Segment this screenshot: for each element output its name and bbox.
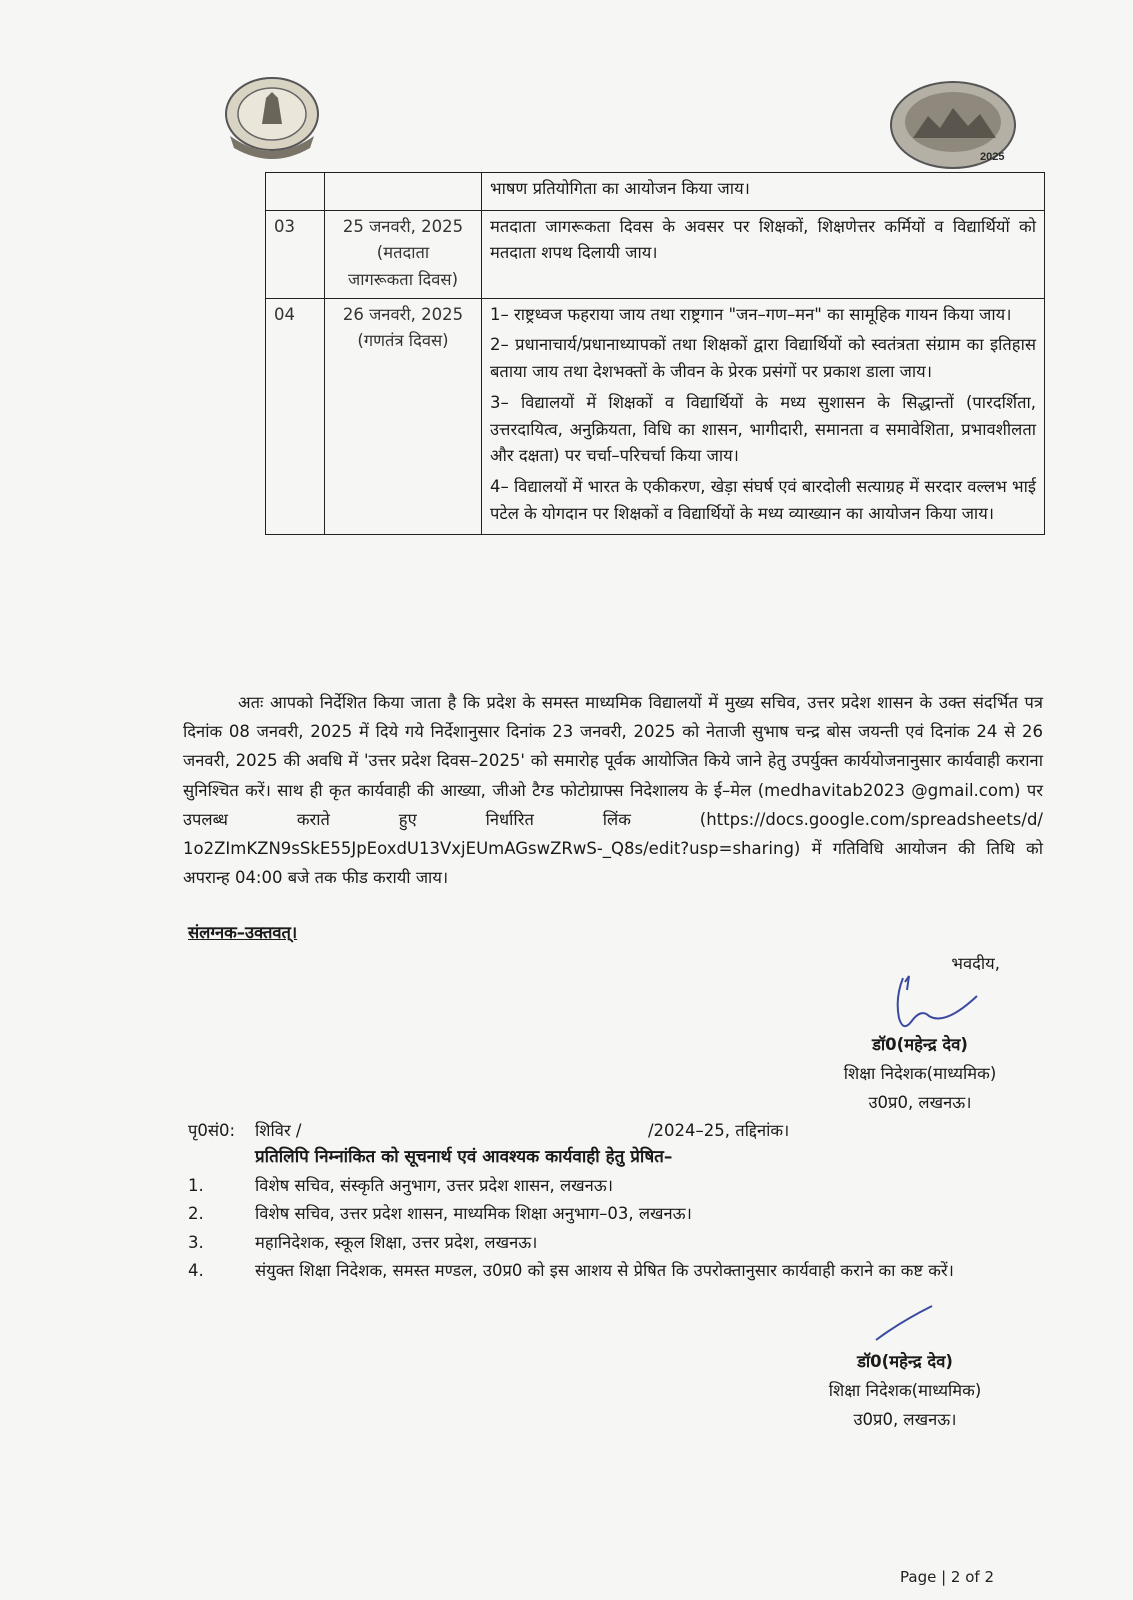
item-number: 1. [188, 1176, 204, 1195]
logo-year: 2025 [980, 151, 1005, 163]
signatory-location: उ0प्र0, लखनऊ। [853, 1409, 957, 1429]
ref-prefix: पृ0सं0: [188, 1121, 236, 1140]
page-number: Page | 2 of 2 [900, 1568, 994, 1586]
item-number: 3. [188, 1232, 204, 1252]
activity-point-2: 2– प्रधानाचार्य/प्रधानाध्यापकों तथा शिक्षकों द्वारा विद्यार्थियों को स्वतंत्रता संग्राम का इतिहास बताया जाय तथा देशभक्तों के जीवन के प्रेरक प्रसंगों पर प्रकाश डाला जाय। [490, 335, 1036, 382]
signature-block [810, 1348, 1000, 1435]
signatory-name: डॉ0(महेन्द्र देव) [857, 1352, 953, 1371]
ref-suffix: /2024–25, तद्दिनांक। [648, 1121, 790, 1140]
item-text: विशेष सचिव, संस्कृति अनुभाग, उत्तर प्रदेश शासन, लखनऊ। [255, 1176, 613, 1195]
uttar-pradesh-diwas-2025-logo [888, 80, 1018, 170]
date-text: 25 जनवरी, 2025 [342, 216, 464, 236]
date-cell [325, 210, 482, 298]
activity-point-4: 4– विद्यालयों में भारत के एकीकरण, खेड़ा संघर्ष एवं बारदोली सत्याग्रह में सरदार वल्लभ भाई पटेल के योगदान पर शिक्षकों व विद्यार्थियों के मध्य व्याख्यान का आयोजन किया जाय। [490, 477, 1036, 523]
date-text: 26 जनवरी, 2025 [342, 304, 464, 324]
handwritten-signature [885, 968, 995, 1038]
date-note: जागरूकता दिवस) [347, 270, 459, 290]
item-number: 2. [188, 1204, 204, 1224]
list-item [188, 1172, 1028, 1200]
serial-cell: 03 [266, 210, 325, 298]
activity-text: भाषण प्रतियोगिता का आयोजन किया जाय। [490, 179, 750, 198]
signatory-name: डॉ0(महेन्द्र देव) [872, 1034, 968, 1054]
date-note: (गणतंत्र दिवस) [357, 331, 449, 351]
signatory-location: उ0प्र0, लखनऊ। [868, 1092, 972, 1112]
activity-point-3: 3– विद्यालयों में शिक्षकों व विद्यार्थियों के मध्य सुशासन के सिद्धान्तों (पारदर्शिता, उत्तरदायित्व, अनुक्रियता, विधि का शासन, भागीदारी, समानता व समावेशिता, प्रभावशीलता और दक्षता) पर चर्चा–परिचर्चा किया जाय। [490, 392, 1036, 466]
handwritten-signature [870, 1300, 940, 1345]
date-cell [325, 173, 482, 211]
activity-text: मतदाता जागरूकता दिवस के अवसर पर शिक्षकों, शिक्षणेत्तर कर्मियों व विद्यार्थियों को मतदाता शपथ दिलायी जाय। [490, 216, 1036, 263]
serial-cell: 04 [266, 298, 325, 535]
activity-cell [482, 210, 1045, 298]
date-note: (मतदाता [376, 243, 430, 263]
copy-to-heading: प्रतिलिपि निम्नांकित को सूचनार्थ एवं आवश्यक कार्यवाही हेतु प्रेषित– [255, 1147, 673, 1167]
item-text: संयुक्त शिक्षा निदेशक, समस्त मण्डल, उ0प्र0 को इस आशय से प्रेषित कि उपरोक्तानुसार कार्यवाही कराने का कष्ट करें। [255, 1261, 954, 1281]
signatory-designation: शिक्षा निदेशक(माध्यमिक) [843, 1063, 997, 1083]
table-row [266, 210, 1045, 298]
date-cell [325, 298, 482, 535]
activity-schedule-table [265, 172, 1045, 535]
activity-cell [482, 298, 1045, 535]
enclosure-note: संलग्नक–उक्तवत्। [188, 923, 298, 942]
list-item [188, 1257, 1028, 1285]
govt-emblem-logo [222, 74, 322, 160]
signatory-designation: शिक्षा निदेशक(माध्यमिक) [828, 1380, 982, 1400]
list-item [188, 1229, 1028, 1257]
ref-office: शिविर / [255, 1121, 302, 1140]
activity-point-1: 1– राष्ट्रध्वज फहराया जाय तथा राष्ट्रगान "जन–गण–मन" का सामूहिक गायन किया जाय। [490, 304, 1012, 324]
serial-cell [266, 173, 325, 211]
instruction-paragraph: अतः आपको निर्देशित किया जाता है कि प्रदेश के समस्त माध्यमिक विद्यालयों में मुख्य सचिव, उत्तर प्रदेश शासन के उक्त संदर्भित पत्र दिनांक 08 जनवरी, 2025 में दिये गये निर्देशानुसार दिनांक 23 जनवरी, 2025 को नेताजी सुभाष चन्द्र बोस जयन्ती एवं दिनांक 24 से 26 जनवरी, 2025 की अवधि में 'उत्तर प्रदेश दिवस–2025' को समारोह पूर्वक आयोजित किये जाने हेतु उपर्युक्त कार्ययोजनानुसार कार्यवाही कराना सुनिश्चित करें। साथ ही कृत कार्यवाही की आख्या, जीओ टैग्ड फोटोग्राफ्स निदेशालय के ई–मेल (medhavitab2023 @gmail.com) पर उपलब्ध कराते हुए निर्धारित लिंक (https://docs.google.com/spreadsheets/d/ 1o2ZImKZN9sSkE55JpEoxdU13VxjEUmAGswZRwS-_Q8s/edit?usp=sharing) में गतिविधि आयोजन की तिथि को अपरान्ह 04:00 बजे तक फीड करायी जाय। [183, 693, 1043, 888]
closing-text: भवदीय, [951, 954, 1000, 973]
item-text: महानिदेशक, स्कूल शिक्षा, उत्तर प्रदेश, लखनऊ। [255, 1232, 538, 1252]
copy-to-list [188, 1172, 1028, 1286]
table-row [266, 298, 1045, 535]
table-row [266, 173, 1045, 211]
activity-cell [482, 173, 1045, 211]
item-text: विशेष सचिव, उत्तर प्रदेश शासन, माध्यमिक शिक्षा अनुभाग–03, लखनऊ। [255, 1204, 692, 1224]
list-item [188, 1200, 1028, 1228]
item-number: 4. [188, 1261, 204, 1281]
